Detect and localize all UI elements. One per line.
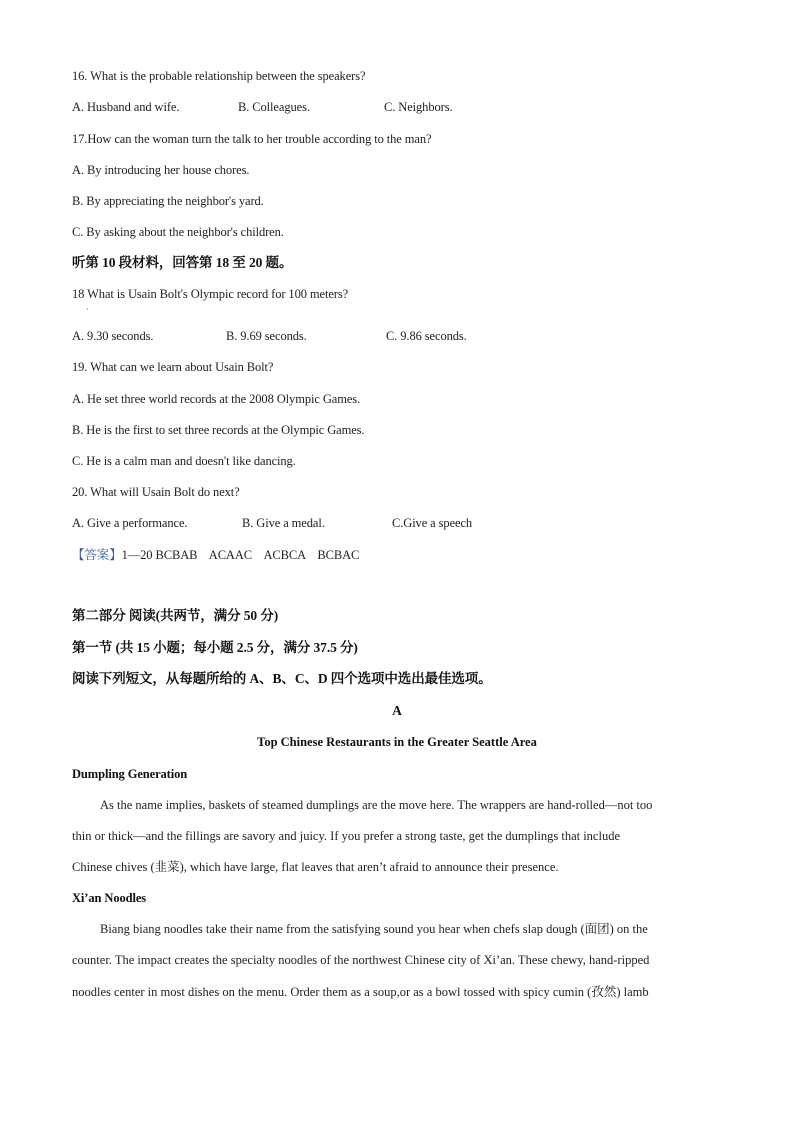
q19-stem: 19. What can we learn about Usain Bolt? xyxy=(72,360,274,374)
q19-option-c: C. He is a calm man and doesn't like dancing. xyxy=(72,454,296,468)
restaurant-1-line-1: As the name implies, baskets of steamed dumplings are the move here. The wrappers are hand-rolled—not too xyxy=(100,798,653,812)
restaurant-2-line-1: Biang biang noodles take their name from the satisfying sound you hear when chefs slap dough (面团) on the xyxy=(100,922,648,936)
q16-options xyxy=(72,99,453,115)
q19-option-a: A. He set three world records at the 2008 Olympic Games. xyxy=(72,392,361,406)
section-10-heading: 听第 10 段材料，回答第 18 至 20 题。 xyxy=(72,255,293,270)
q17-option-b: B. By appreciating the neighbor's yard. xyxy=(72,194,264,208)
restaurant-1-line-3: Chinese chives (韭菜), which have large, flat leaves that aren’t afraid to announce their presence. xyxy=(72,860,559,874)
q20-option-a: A. Give a performance. xyxy=(72,516,188,530)
part2-instruction: 阅读下列短文，从每题所给的 A、B、C、D 四个选项中选出最佳选项。 xyxy=(72,671,492,686)
restaurant-2-name: Xi’an Noodles xyxy=(72,891,147,905)
part2-heading: 第二部分 阅读(共两节，满分 50 分) xyxy=(72,608,279,623)
passage-letter: A xyxy=(392,703,402,718)
restaurant-2-line-2: counter. The impact creates the specialty noodles of the northwest Chinese city of Xi’an. These chewy, hand-ripped xyxy=(72,953,650,967)
q20-options xyxy=(72,515,472,531)
q20-option-c: C.Give a speech xyxy=(392,516,473,530)
q17-stem: 17.How can the woman turn the talk to her trouble according to the man? xyxy=(72,132,432,146)
q16-stem: 16. What is the probable relationship between the speakers? xyxy=(72,69,366,83)
answer-tag: 【答案】 xyxy=(72,548,122,562)
restaurant-1-line-2: thin or thick—and the fillings are savory and juicy. If you prefer a strong taste, get the dumplings that include xyxy=(72,829,621,843)
stray-dot: · xyxy=(86,305,89,314)
answer-line xyxy=(72,547,359,563)
passage-title: Top Chinese Restaurants in the Greater Seattle Area xyxy=(257,735,537,749)
q18-option-c: C. 9.86 seconds. xyxy=(386,329,467,343)
q20-stem: 20. What will Usain Bolt do next? xyxy=(72,485,240,499)
q19-option-b: B. He is the first to set three records at the Olympic Games. xyxy=(72,423,365,437)
part2-section1: 第一节 (共 15 小题；每小题 2.5 分，满分 37.5 分) xyxy=(72,640,358,655)
restaurant-2-line-3: noodles center in most dishes on the menu. Order them as a soup,or as a bowl tossed with spicy cumin (孜然) lamb xyxy=(72,985,649,999)
answer-text: 1—20 BCBAB ACAAC ACBCA BCBAC xyxy=(121,548,360,562)
q18-stem: 18 What is Usain Bolt's Olympic record for 100 meters? xyxy=(72,287,349,301)
q18-option-a: A. 9.30 seconds. xyxy=(72,329,154,343)
q16-option-a: A. Husband and wife. xyxy=(72,100,180,114)
restaurant-1-name: Dumpling Generation xyxy=(72,767,188,781)
q18-options xyxy=(72,328,467,344)
q17-option-a: A. By introducing her house chores. xyxy=(72,163,250,177)
q20-option-b: B. Give a medal. xyxy=(242,516,325,530)
q17-option-c: C. By asking about the neighbor's children. xyxy=(72,225,284,239)
q16-option-c: C. Neighbors. xyxy=(384,100,453,114)
q18-option-b: B. 9.69 seconds. xyxy=(226,329,307,343)
q16-option-b: B. Colleagues. xyxy=(238,100,310,114)
